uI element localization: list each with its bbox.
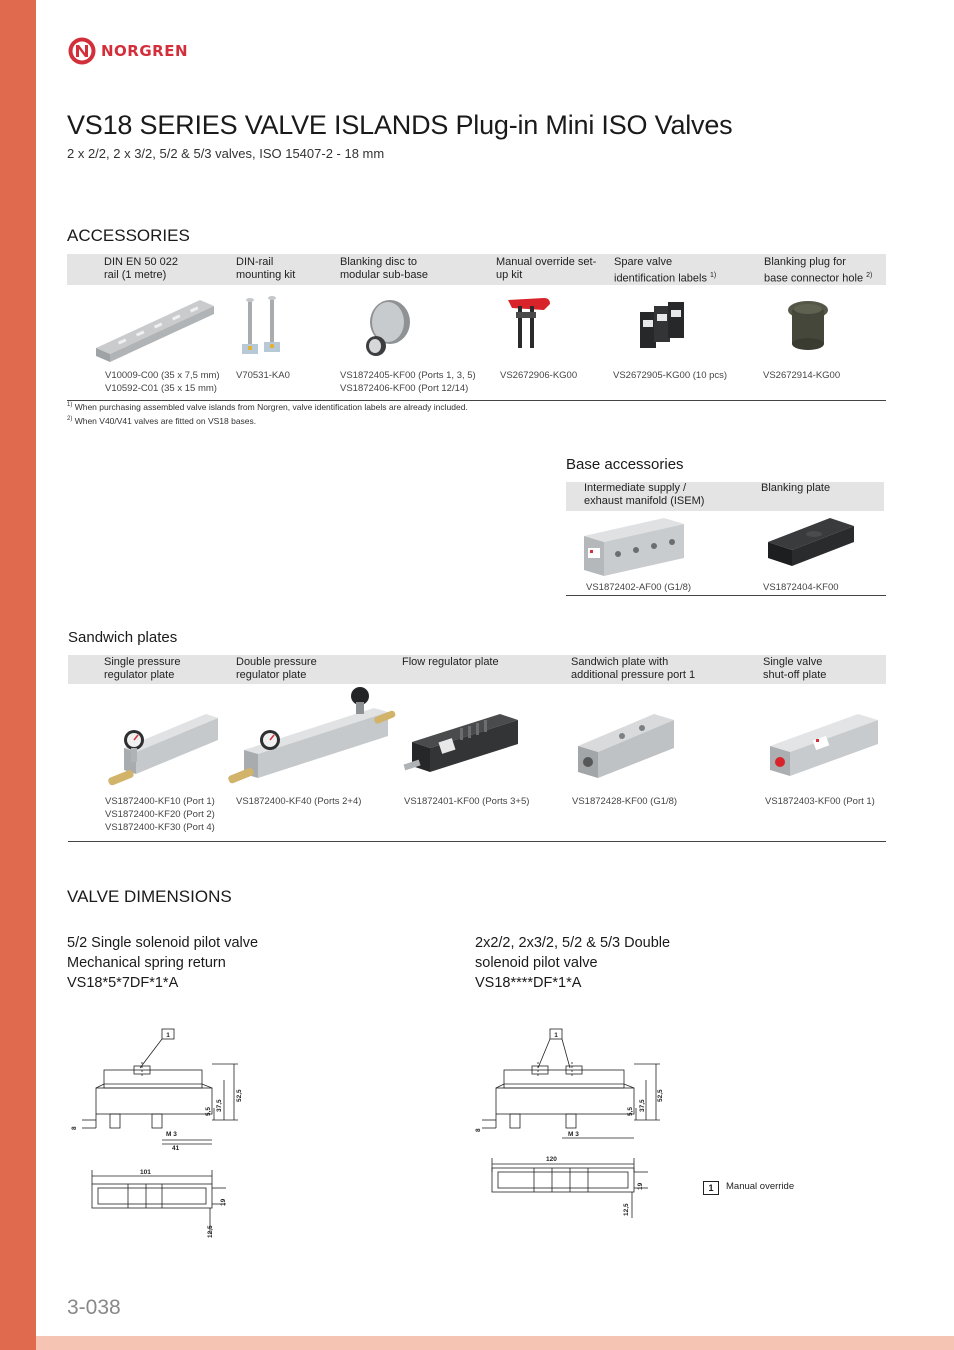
brand-name: NORGREN <box>101 42 189 60</box>
right-callout-1: 1 <box>554 1032 558 1039</box>
right-dim-12-5: 12,5 <box>623 1203 630 1216</box>
acc-col-header-rail: DIN EN 50 022 rail (1 metre) <box>104 256 178 281</box>
left-dim-41: 41 <box>172 1145 180 1152</box>
accessories-heading: ACCESSORIES <box>67 226 190 245</box>
brand-logo <box>67 36 188 66</box>
acc-codes-din-kit: V70531-KA0 <box>236 370 290 381</box>
sw-codes-double-reg: VS1872400-KF40 (Ports 2+4) <box>236 796 362 807</box>
blanking-disc-image <box>360 294 416 362</box>
left-dim-m3: M 3 <box>166 1131 177 1138</box>
norgren-emblem-icon <box>67 36 97 66</box>
shutoff-plate-image <box>762 710 884 780</box>
double-solenoid-dimension-drawing <box>476 1024 666 1220</box>
sw-col-header-flow-reg: Flow regulator plate <box>402 656 499 668</box>
single-solenoid-title: 5/2 Single solenoid pilot valve Mechanical spring return VS18*5*7DF*1*A <box>67 935 259 991</box>
single-solenoid-dimension-drawing <box>66 1024 246 1240</box>
bottom-accent-bar <box>36 1336 954 1350</box>
manual-override-kit-image <box>500 292 556 356</box>
right-dim-120: 120 <box>546 1156 557 1163</box>
sandwich-plates-heading: Sandwich plates <box>68 629 178 646</box>
base-col-header-isem: Intermediate supply / exhaust manifold (ISEM) <box>584 482 705 507</box>
legend-manual-override: Manual override <box>726 1181 795 1192</box>
right-dim-52-5: 52,5 <box>657 1089 664 1102</box>
base-col-header-blanking-plate: Blanking plate <box>761 482 831 494</box>
double-solenoid-title: 2x2/2, 2x3/2, 5/2 & 5/3 Double solenoid pilot valve VS18****DF*1*A <box>475 935 671 991</box>
right-dim-8: 8 <box>475 1128 482 1132</box>
sw-col-header-add-port: Sandwich plate with additional pressure port 1 <box>571 656 696 681</box>
legend-number-box: 1 <box>703 1181 719 1195</box>
base-accessories-bottom-rule <box>566 595 886 596</box>
flow-regulator-plate-image <box>400 708 526 778</box>
din-rail-mounting-kit-image <box>238 296 286 362</box>
accessories-bottom-rule <box>67 400 886 401</box>
valve-dimensions-heading: VALVE DIMENSIONS <box>67 887 232 906</box>
sandwich-bottom-rule <box>68 841 886 842</box>
isem-manifold-image <box>580 514 690 580</box>
page-number: 3-038 <box>67 1296 121 1319</box>
sw-col-header-single-reg: Single pressure regulator plate <box>104 656 181 681</box>
additional-port-plate-image <box>570 708 682 780</box>
footnote-2: $^{2)}$ When V40/V41 valves are fitted on VS18 bases. <box>67 416 257 426</box>
sw-col-header-double-reg: Double pressure regulator plate <box>236 656 317 681</box>
side-accent-bar <box>0 0 36 1350</box>
acc-codes-override-kit: VS2672906-KG00 <box>500 370 578 381</box>
blanking-plug-image <box>786 298 830 356</box>
left-dim-19: 19 <box>220 1198 227 1206</box>
sw-codes-flow-reg: VS1872401-KF00 (Ports 3+5) <box>404 796 530 807</box>
acc-col-header-override-kit: Manual override set- up kit <box>496 256 597 281</box>
sw-codes-single-reg: VS1872400-KF10 (Port 1) VS1872400-KF20 (Port 2) VS1872400-KF30 (Port 4) <box>105 796 215 833</box>
page-title: VS18 SERIES VALVE ISLANDS Plug-in Mini ISO Valves <box>67 110 733 140</box>
footnote-1: $^{1)}$ When purchasing assembled valve islands from Norgren, valve identification labels are already included. <box>67 402 468 412</box>
page-subtitle: 2 x 2/2, 2 x 3/2, 5/2 & 5/3 valves, ISO 15407-2 - 18 mm <box>67 146 385 161</box>
sw-codes-add-port: VS1872428-KF00 (G1/8) <box>572 796 678 807</box>
left-dim-12-5: 12,5 <box>207 1225 214 1238</box>
right-dim-m3: M 3 <box>568 1131 579 1138</box>
base-code-blanking-plate: VS1872404-KF00 <box>763 582 839 593</box>
acc-col-header-labels: Spare valve identification labels $^{1)}$ <box>614 256 717 285</box>
left-dim-101: 101 <box>140 1169 151 1176</box>
base-accessories-heading: Base accessories <box>566 456 684 473</box>
acc-codes-blanking-plug: VS2672914-KG00 <box>763 370 841 381</box>
blanking-plate-image <box>764 514 858 574</box>
left-dim-37-5: 37,5 <box>216 1099 223 1112</box>
sw-codes-shutoff: VS1872403-KF00 (Port 1) <box>765 796 875 807</box>
acc-codes-blanking-disc: VS1872405-KF00 (Ports 1, 3, 5) VS1872406-KF00 (Port 12/14) <box>340 370 476 394</box>
single-pressure-regulator-image <box>100 704 222 790</box>
left-dim-8: 8 <box>71 1126 78 1130</box>
acc-col-header-din-kit: DIN-rail mounting kit <box>236 256 296 281</box>
base-code-isem: VS1872402-AF00 (G1/8) <box>586 582 692 593</box>
right-dim-37-5: 37,5 <box>639 1099 646 1112</box>
double-pressure-regulator-image <box>224 684 402 790</box>
sw-col-header-shutoff: Single valve shut-off plate <box>763 656 827 681</box>
acc-codes-rail: V10009-C00 (35 x 7,5 mm) V10592-C01 (35 x 15 mm) <box>105 370 220 394</box>
right-dim-19: 19 <box>637 1182 644 1190</box>
identification-labels-image <box>636 298 688 354</box>
left-dim-5-5: 5,5 <box>205 1106 212 1116</box>
acc-col-header-blanking-plug: Blanking plug for base connector hole $^{2)}$ <box>764 256 873 285</box>
right-dim-5-5: 5,5 <box>627 1106 634 1116</box>
acc-col-header-blanking-disc: Blanking disc to modular sub-base <box>340 256 429 281</box>
acc-codes-labels: VS2672905-KG00 (10 pcs) <box>613 370 728 381</box>
left-dim-52-5: 52,5 <box>236 1089 243 1102</box>
left-callout-1: 1 <box>166 1032 170 1039</box>
din-rail-image <box>92 288 222 366</box>
